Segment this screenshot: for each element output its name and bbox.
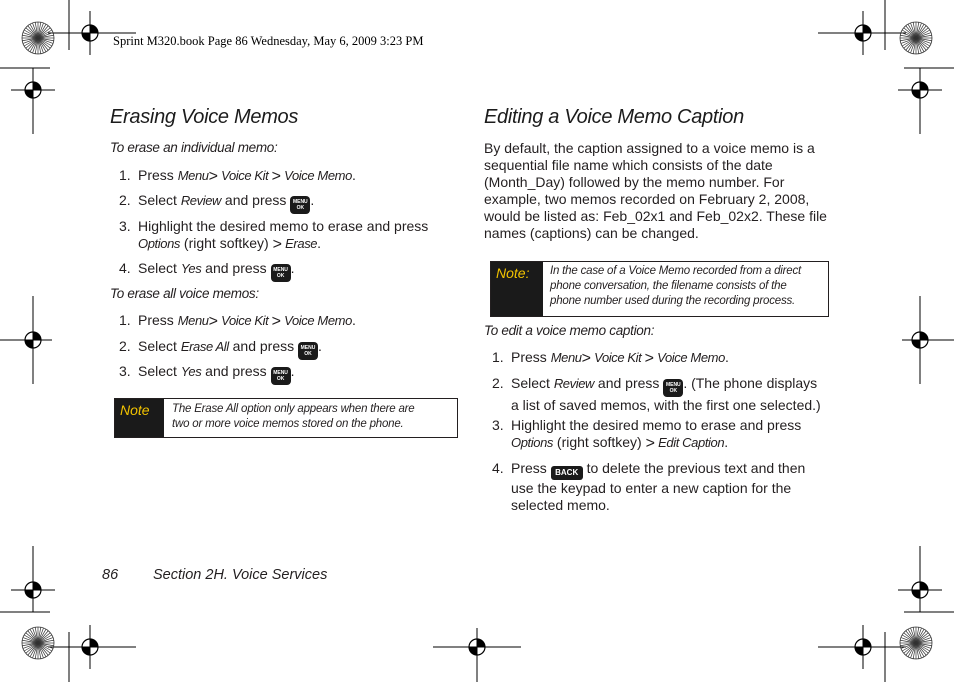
menu-ok-key-icon: MENU OK [271, 367, 291, 385]
menu-ok-key-icon: MENU OK [663, 379, 683, 397]
erasing-title: Erasing Voice Memos [110, 106, 299, 128]
subhead-all: To erase all voice memos: [110, 286, 259, 301]
note-text: In the case of a Voice Memo recorded from a direct phone conversation, the filename consists of the phone number used during the recording process. [550, 265, 802, 307]
editing-title: Editing a Voice Memo Caption [484, 106, 744, 128]
note-box-left [114, 398, 458, 438]
note-label: Note: [491, 262, 543, 316]
page-number: 86 [102, 567, 119, 583]
note-text: The Erase All option only appears when there are two or more voice memos stored on the phone. [172, 403, 415, 430]
subhead-individual: To erase an individual memo: [110, 140, 278, 155]
menu-ok-key-icon: MENU OK [298, 342, 318, 360]
intro-paragraph: By default, the caption assigned to a voice memo is a sequential file name which consists of the date (Month_Day) followed by the memo number. For example, two memos recorded on February 2, 2008, would be listed as: Feb_02x1 and Feb_02x2. These file names (captions) can be changed. [484, 140, 827, 241]
menu-ok-key-icon: MENU OK [290, 196, 310, 214]
print-header: Sprint M320.book Page 86 Wednesday, May 6, 2009 3:23 PM [113, 34, 424, 48]
note-label: Note [115, 399, 164, 437]
note-box-right [490, 261, 829, 317]
menu-ok-key-icon: MENU OK [271, 264, 291, 282]
subhead-edit: To edit a voice memo caption: [484, 323, 655, 338]
back-key-icon: BACK [551, 466, 583, 480]
section-title: Section 2H. Voice Services [153, 567, 328, 583]
